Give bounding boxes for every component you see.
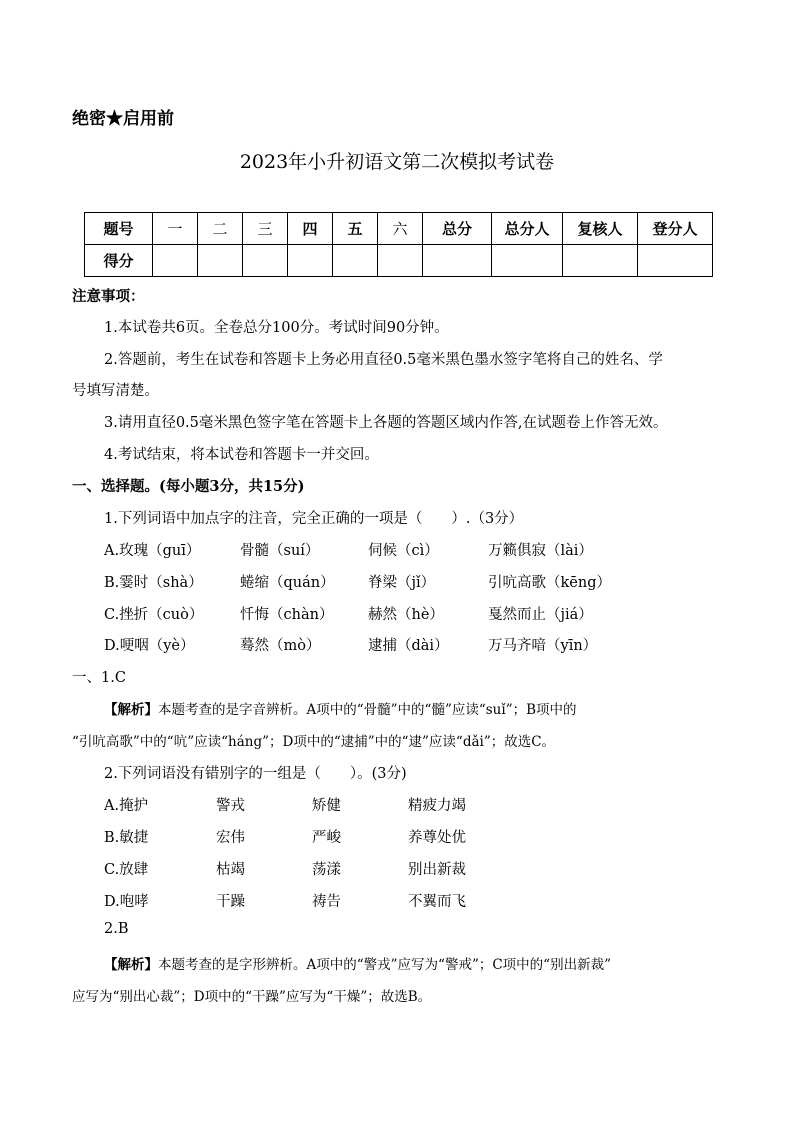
- score-cell: 复核人: [563, 213, 638, 245]
- q2-option: 矫健: [312, 798, 341, 814]
- q2-option: 精疲力竭: [408, 798, 466, 814]
- score-input-cell: [333, 245, 378, 277]
- score-table-score-row: [85, 245, 713, 277]
- score-table-header-row: [85, 213, 713, 245]
- q1-option: A.玫瑰（guī）: [104, 543, 201, 559]
- score-cell: 三: [243, 213, 288, 245]
- note-item: 1.本试卷共6页。全卷总分100分。考试时间90分钟。: [104, 320, 449, 336]
- q1-option: C.挫折（cuò）: [104, 607, 204, 623]
- q2-option: 祷告: [312, 894, 341, 910]
- q1-option: 蜷缩（quán）: [240, 575, 335, 591]
- q2-option: 不翼而飞: [408, 894, 466, 910]
- q2-option: C.放肆: [104, 862, 149, 878]
- secret-label: 绝密★启用前: [72, 109, 174, 129]
- score-input-cell: [378, 245, 423, 277]
- q1-option: D.哽咽（yè）: [104, 638, 195, 654]
- score-input-cell: [563, 245, 638, 277]
- score-input-cell: [492, 245, 563, 277]
- section-heading: 一、选择题。(每小题3分，共15分): [72, 478, 305, 495]
- score-input-cell: [198, 245, 243, 277]
- q2-option: A.掩护: [104, 798, 149, 814]
- score-cell: 登分人: [638, 213, 713, 245]
- analysis-label: 【解析】: [104, 957, 158, 973]
- score-input-cell: [288, 245, 333, 277]
- q1-option: 骨髓（suí）: [240, 543, 320, 559]
- q1-option: 戛然而止（jiá）: [488, 607, 593, 623]
- note-item: 4.考试结束，将本试卷和答题卡一并交回。: [104, 447, 379, 463]
- q1-option: 逮捕（dài）: [368, 638, 449, 654]
- note-item: 号填写清楚。: [72, 383, 159, 399]
- q1-option: B.霎时（shà）: [104, 575, 203, 591]
- score-row-label: 得分: [85, 245, 153, 277]
- analysis-label: 【解析】: [104, 702, 158, 718]
- q1-answer: 一、1.C: [72, 670, 126, 686]
- score-input-cell: [153, 245, 198, 277]
- q1-option: 万籁俱寂（lài）: [488, 543, 593, 559]
- score-input-cell: [638, 245, 713, 277]
- q2-option: 枯竭: [216, 862, 245, 878]
- q2-option: D.咆哮: [104, 894, 149, 910]
- q1-analysis-line: [104, 698, 577, 718]
- q2-option: 养尊处优: [408, 830, 466, 846]
- score-input-cell: [423, 245, 492, 277]
- note-item: 3.请用直径0.5毫米黑色签字笔在答题卡上各题的答题区域内作答,在试题卷上作答无效。: [104, 415, 668, 431]
- score-cell: 五: [333, 213, 378, 245]
- score-table: [84, 212, 713, 277]
- score-cell: 题号: [85, 213, 153, 245]
- q2-option: 宏伟: [216, 830, 245, 846]
- q2-analysis-line: 应写为“别出心裁”；D项中的“干躁”应写为“干燥”；故选B。: [72, 989, 432, 1005]
- question-stem: 2.下列词语没有错别字的一组是（ ）。(3分): [104, 766, 407, 782]
- score-cell: 一: [153, 213, 198, 245]
- q1-analysis-line: “引吭高歌”中的“吭”应读“háng”；D项中的“逮捕”中的“逮”应读“dǎi”；故选C。: [72, 734, 556, 750]
- q2-option: 干躁: [216, 894, 245, 910]
- score-cell: 六: [378, 213, 423, 245]
- notes-heading: 注意事项：: [72, 288, 145, 305]
- q2-analysis-line: [104, 953, 611, 973]
- q1-option: 引吭高歌（kēng）: [488, 575, 611, 591]
- note-item: 2.答题前，考生在试卷和答题卡上务必用直径0.5毫米黑色墨水签字笔将自己的姓名、学: [104, 352, 663, 368]
- analysis-text: 本题考查的是字音辨析。A项中的“骨髓”中的“髓”应读“suǐ”；B项中的: [158, 702, 577, 718]
- q1-option: 蓦然（mò）: [240, 638, 321, 654]
- analysis-text: 本题考查的是字形辨析。A项中的“警戎”应写为“警戒”；C项中的“别出新裁”: [158, 957, 611, 973]
- q2-option: 别出新裁: [408, 862, 466, 878]
- question-stem: 1.下列词语中加点字的注音，完全正确的一项是（ ）.（3分）: [104, 511, 524, 527]
- q1-option: 伺候（cì）: [368, 543, 439, 559]
- q1-option: 脊梁（jǐ）: [368, 575, 436, 591]
- q1-option: 忏悔（chàn）: [240, 607, 334, 623]
- score-input-cell: [243, 245, 288, 277]
- q2-option: 荡漾: [312, 862, 341, 878]
- score-cell: 四: [288, 213, 333, 245]
- exam-title: 2023年小升初语文第二次模拟考试卷: [239, 151, 555, 173]
- q2-option: 警戎: [216, 798, 245, 814]
- q2-option: B.敏捷: [104, 830, 149, 846]
- score-cell: 二: [198, 213, 243, 245]
- q1-option: 万马齐喑（yīn）: [488, 638, 598, 654]
- q2-option: 严峻: [312, 830, 341, 846]
- score-cell: 总分人: [492, 213, 563, 245]
- q2-answer: 2.B: [104, 921, 129, 937]
- score-cell: 总分: [423, 213, 492, 245]
- q1-option: 赫然（hè）: [368, 607, 444, 623]
